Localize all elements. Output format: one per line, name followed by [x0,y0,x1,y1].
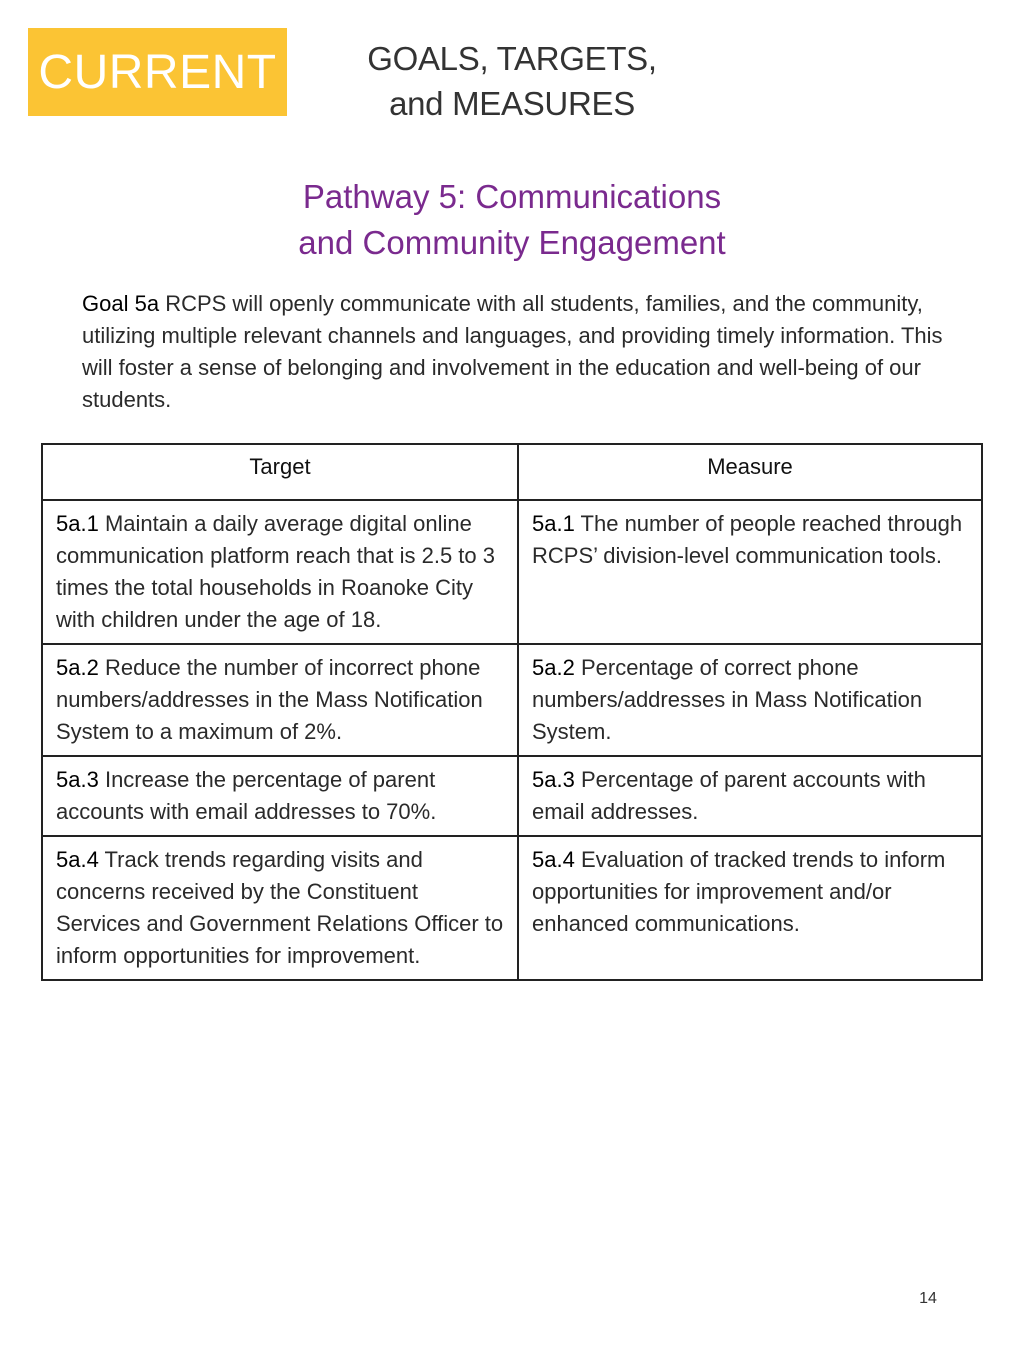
pathway-label: Pathway 5: [302,178,467,215]
table-row [42,500,982,644]
measure-cell [518,500,982,644]
measure-code: 5a.4 [532,847,575,872]
target-text: Reduce the number of incorrect phone numbers/addresses in the Mass Notification System to a maximum of 2%. [56,655,483,744]
measure-code: 5a.2 [532,655,575,680]
targets-measures-table [41,443,983,981]
target-cell [42,644,518,756]
target-code: 5a.4 [56,847,99,872]
pathway-title-line1: Communications [475,178,722,215]
target-code: 5a.2 [56,655,99,680]
table-header-row [42,444,982,500]
measure-text: Percentage of parent accounts with email addresses. [532,767,926,824]
target-cell [42,836,518,980]
page-number: 14 [919,1290,937,1307]
target-text: Increase the percentage of parent accounts with email addresses to 70%. [56,767,437,824]
table-row [42,644,982,756]
page-title-line1: GOALS, TARGETS, [367,40,657,77]
target-text: Maintain a daily average digital online communication platform reach that is 2.5 to 3 times the total households in Roanoke City with children under the age of 18. [56,511,495,632]
page-title [312,36,712,126]
current-badge-label: CURRENT [38,45,277,99]
target-cell [42,500,518,644]
measure-cell [518,756,982,836]
goal-statement [82,288,962,416]
measure-code: 5a.1 [532,511,575,536]
table-row [42,836,982,980]
measure-text: Evaluation of tracked trends to inform opportunities for improvement and/or enhanced communications. [532,847,946,936]
target-column-header: Target [42,444,518,500]
goal-text: RCPS will openly communicate with all students, families, and the community, utilizing multiple relevant channels and languages, and providing timely information. This will foster a sense of belonging and involvement in the education and well-being of our students. [82,291,943,412]
measure-column-header: Measure [518,444,982,500]
target-cell [42,756,518,836]
goal-label: Goal 5a [82,291,160,316]
target-code: 5a.3 [56,767,99,792]
table-row [42,756,982,836]
target-code: 5a.1 [56,511,99,536]
pathway-title-line2: and Community Engagement [298,224,726,261]
measure-code: 5a.3 [532,767,575,792]
current-badge [28,28,287,116]
page-title-line2: and MEASURES [389,85,635,122]
measure-cell [518,836,982,980]
target-text: Track trends regarding visits and concerns received by the Constituent Services and Government Relations Officer to inform opportunities for improvement. [56,847,504,968]
measure-text: Percentage of correct phone numbers/addresses in Mass Notification System. [532,655,923,744]
measure-cell [518,644,982,756]
measure-text: The number of people reached through RCPS’ division-level communication tools. [532,511,963,568]
pathway-heading [0,174,1024,266]
